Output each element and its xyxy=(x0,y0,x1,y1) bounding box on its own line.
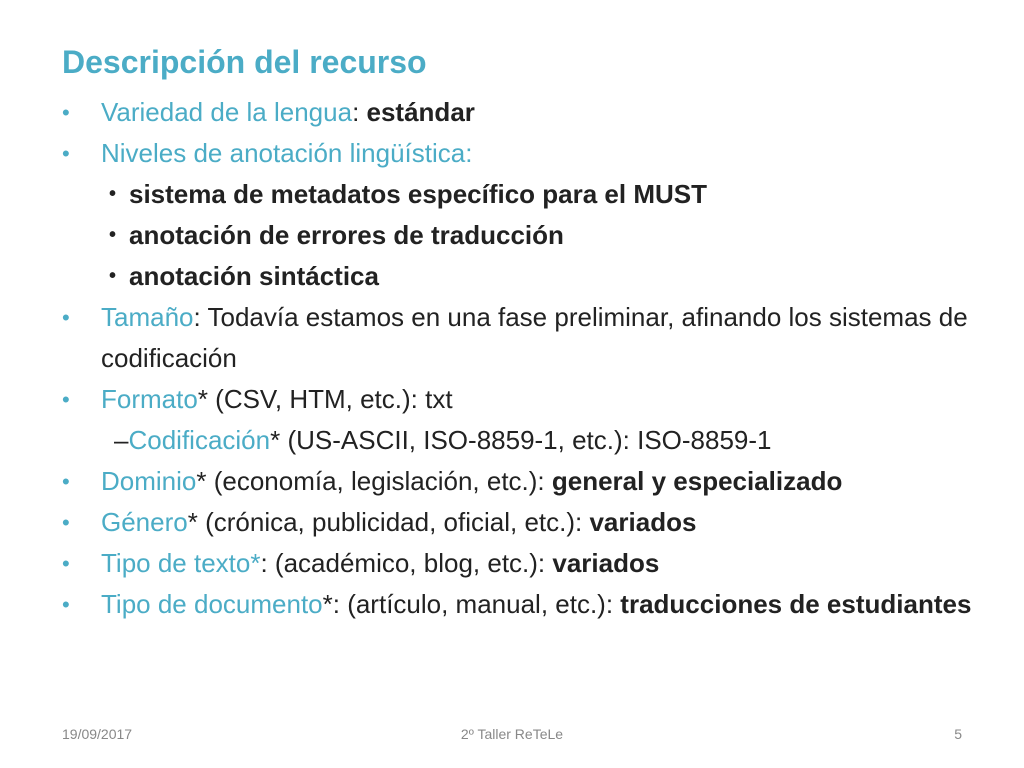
bullet-icon: • xyxy=(62,305,70,330)
dash-item-codificacion xyxy=(62,420,992,461)
item-value: variados xyxy=(552,548,660,578)
bullet-icon: • xyxy=(62,141,70,166)
item-text: : (académico, blog, etc.): xyxy=(260,548,553,578)
item-label: Tipo de documento xyxy=(101,589,323,619)
sub-bullet-icon: • xyxy=(109,265,117,287)
list-item-niveles xyxy=(62,133,992,174)
item-text: * (CSV, HTM, etc.): txt xyxy=(197,384,453,414)
sub-item-sintactica xyxy=(62,256,992,297)
item-text: * (crónica, publicidad, oficial, etc.): xyxy=(187,507,590,537)
item-label: Tipo de texto* xyxy=(101,548,261,578)
item-label: Codificación xyxy=(128,425,271,455)
bullet-icon: • xyxy=(62,100,70,125)
bullet-icon: • xyxy=(62,551,70,576)
bullet-icon: • xyxy=(62,387,70,412)
list-item-tipo-documento xyxy=(62,584,992,625)
sub-bullet-icon: • xyxy=(109,183,117,205)
list-item-tipo-texto xyxy=(62,543,992,584)
item-text: *: (artículo, manual, etc.): xyxy=(322,589,621,619)
slide-content xyxy=(62,92,992,625)
item-label: Variedad de la lengua xyxy=(101,97,353,127)
slide-title: Descripción del recurso xyxy=(62,44,427,80)
page-number: 5 xyxy=(954,726,962,742)
sub-bullet-icon: • xyxy=(109,224,117,246)
bullet-icon: • xyxy=(62,469,70,494)
item-text: * (US-ASCII, ISO-8859-1, etc.): ISO-8859-1 xyxy=(270,425,772,455)
dash-icon: – xyxy=(114,425,129,455)
item-value: traducciones de estudiantes xyxy=(620,589,972,619)
item-value: general y especializado xyxy=(551,466,843,496)
bullet-icon: • xyxy=(62,510,70,535)
footer-title: 2º Taller ReTeLe xyxy=(460,726,564,742)
bullet-icon: • xyxy=(62,592,70,617)
footer-date: 19/09/2017 xyxy=(62,726,133,742)
list-item-dominio xyxy=(62,461,992,502)
item-label: Dominio xyxy=(101,466,197,496)
item-separator: : xyxy=(352,97,367,127)
item-label: Niveles de anotación lingüística: xyxy=(101,138,473,168)
list-item-genero xyxy=(62,502,992,543)
item-label: Formato xyxy=(101,384,198,414)
item-value: estándar xyxy=(366,97,475,127)
item-text: : Todavía estamos en una fase preliminar, afinando los sistemas de codificación xyxy=(101,302,968,373)
list-item-variedad xyxy=(62,92,992,133)
sub-item-text: anotación de errores de traducción xyxy=(129,220,564,250)
item-label: Tamaño xyxy=(101,302,194,332)
item-text: * (economía, legislación, etc.): xyxy=(196,466,552,496)
list-item-formato xyxy=(62,379,992,420)
sub-item-text: anotación sintáctica xyxy=(129,261,379,291)
list-item-tamano xyxy=(62,297,992,379)
sub-item-text: sistema de metadatos específico para el MUST xyxy=(129,179,707,209)
item-label: Género xyxy=(101,507,188,537)
sub-item-errores xyxy=(62,215,992,256)
item-value: variados xyxy=(589,507,697,537)
sub-item-metadatos xyxy=(62,174,992,215)
